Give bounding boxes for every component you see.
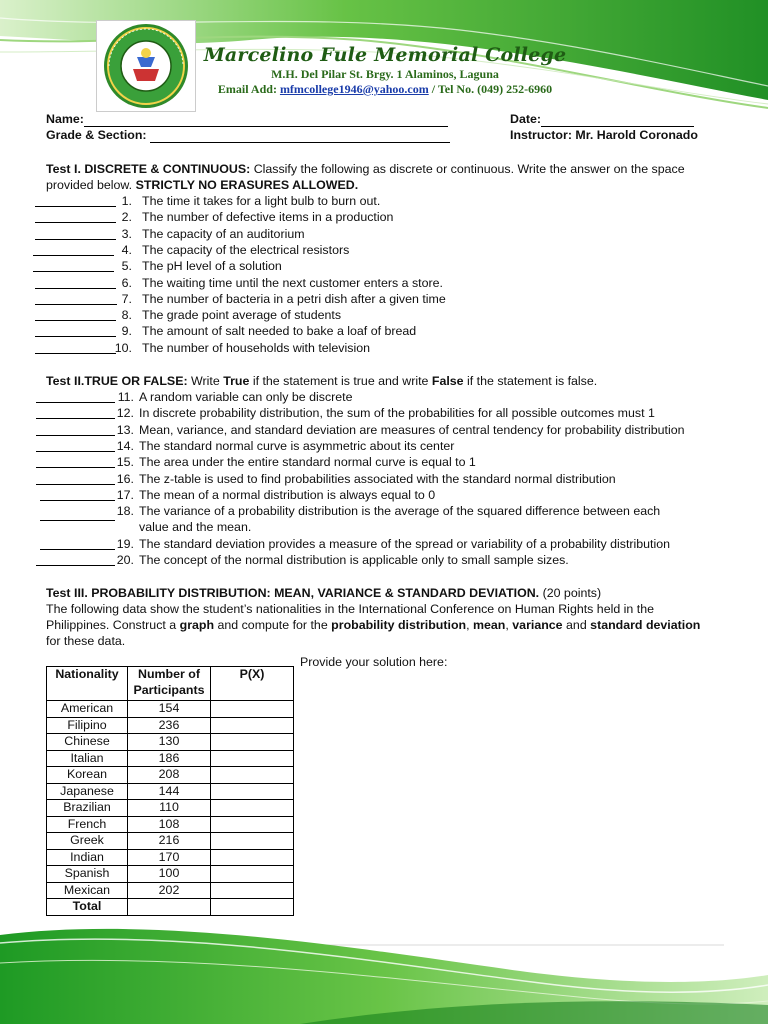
- cell-px[interactable]: [211, 783, 294, 800]
- table-row: [47, 717, 294, 734]
- cell-count: 216: [128, 833, 211, 850]
- cell-px[interactable]: [211, 767, 294, 784]
- college-address: M.H. Del Pilar St. Brgy. 1 Alaminos, Laguna: [271, 67, 499, 81]
- question-text: The capacity of the electrical resistors: [142, 242, 350, 257]
- question-text: The mean of a normal distribution is always equal to 0: [139, 487, 436, 502]
- cell-px[interactable]: [211, 750, 294, 767]
- cell-nationality: Filipino: [47, 717, 128, 734]
- cell-nationality: Italian: [47, 750, 128, 767]
- item-number: 7.: [121, 291, 132, 306]
- cell-px[interactable]: [211, 849, 294, 866]
- table-header-row: [47, 667, 294, 701]
- question-text: The variance of a probability distribution is the average of the squared difference between each: [139, 504, 661, 519]
- test3-comma-1: ,: [466, 618, 470, 632]
- cell-px[interactable]: [211, 866, 294, 883]
- question-text: The waiting time until the next customer enters a store.: [142, 275, 443, 290]
- test3-word-pd: probability distribution: [331, 618, 467, 632]
- test3-heading: [46, 585, 601, 601]
- test2-true-word: True: [223, 374, 250, 388]
- total-label: Total: [47, 899, 128, 916]
- cell-nationality: Brazilian: [47, 800, 128, 817]
- question-text: value and the mean.: [139, 520, 252, 535]
- item-number: 1.: [121, 194, 132, 208]
- table-row: [47, 767, 294, 784]
- cell-count: 144: [128, 783, 211, 800]
- grade-row: [46, 127, 450, 143]
- test3-line-1: The following data show the student’s nationalities in the International Conference on Human Rights held in the: [46, 602, 654, 616]
- test3-word-variance: variance: [512, 618, 563, 632]
- question-text: The area under the entire standard normal curve is equal to 1: [139, 455, 476, 470]
- item-number: 4.: [121, 242, 132, 257]
- date-label: Date:: [510, 112, 541, 126]
- question-text: The z-table is used to find probabilities associated with the standard normal distribution: [139, 471, 616, 486]
- item-number: 11.: [117, 390, 134, 404]
- question-text: Mean, variance, and standard deviation are measures of central tendency for probability distribution: [139, 422, 685, 437]
- question-text: The concept of the normal distribution is applicable only to small sample sizes.: [139, 553, 569, 567]
- item-number: 6.: [121, 275, 132, 290]
- table-row: [47, 701, 294, 718]
- item-number: 16.: [116, 471, 134, 486]
- test3-line-3: for these data.: [46, 634, 126, 648]
- cell-count: 130: [128, 734, 211, 751]
- cell-nationality: Japanese: [47, 783, 128, 800]
- college-contact: [160, 82, 610, 97]
- table-row: [47, 833, 294, 850]
- header-px: P(X): [211, 667, 294, 701]
- table-row: [47, 849, 294, 866]
- question-text: The time it takes for a light bulb to burn out.: [142, 194, 381, 208]
- cell-count: 110: [128, 800, 211, 817]
- header-participants: Number of Participants: [128, 667, 211, 701]
- table-row: [47, 783, 294, 800]
- test2-instruction: [46, 373, 597, 389]
- cell-px[interactable]: [211, 833, 294, 850]
- test3-line-2: [46, 617, 700, 633]
- email-label: Email Add:: [217, 82, 277, 96]
- question-text: A random variable can only be discrete: [139, 390, 353, 404]
- question-text: The capacity of an auditorium: [142, 226, 305, 241]
- cell-nationality: Indian: [47, 849, 128, 866]
- test3-title: Test III. PROBABILITY DISTRIBUTION: MEAN, VARIANCE & STANDARD DEVIATION.: [46, 586, 540, 600]
- table-row: [47, 866, 294, 883]
- cell-px[interactable]: [211, 800, 294, 817]
- question-text: The amount of salt needed to bake a loaf of bread: [142, 324, 417, 339]
- cell-nationality: French: [47, 816, 128, 833]
- test1-instruction: [46, 161, 685, 177]
- cell-px[interactable]: [211, 734, 294, 751]
- question-text: In discrete probability distribution, the sum of the probabilities for all possible outcomes must 1: [139, 406, 655, 421]
- cell-count: 100: [128, 866, 211, 883]
- solution-label: Provide your solution here:: [300, 655, 448, 669]
- test1-title: Test I. DISCRETE & CONTINUOUS:: [46, 162, 251, 176]
- question-text: The pH level of a solution: [142, 259, 282, 274]
- test1-warning: STRICTLY NO ERASURES ALLOWED.: [135, 178, 359, 192]
- date-field[interactable]: [541, 114, 694, 127]
- nationality-table: [46, 666, 294, 916]
- item-number: 13.: [116, 422, 134, 437]
- name-field[interactable]: [84, 114, 448, 127]
- cell-count: 108: [128, 816, 211, 833]
- question-text: The number of households with television: [142, 340, 370, 355]
- cell-px[interactable]: [211, 717, 294, 734]
- cell-nationality: Spanish: [47, 866, 128, 883]
- question-text: The standard deviation provides a measure of the spread or variability of a probability distribution: [139, 536, 671, 551]
- item-number: 3.: [121, 226, 132, 241]
- item-number: 10.: [114, 340, 132, 355]
- item-number: 9.: [121, 324, 132, 339]
- item-number: 8.: [121, 308, 132, 323]
- test2-false-word: False: [431, 374, 464, 388]
- test3-word-sd: standard deviation: [590, 618, 701, 632]
- cell-count: 236: [128, 717, 211, 734]
- table-row: [47, 800, 294, 817]
- header-nationality: Nationality: [47, 667, 128, 701]
- grade-label: Grade & Section:: [46, 128, 147, 142]
- item-number: 14.: [116, 438, 134, 453]
- test3-line-2a: Philippines. Construct a: [46, 618, 177, 632]
- footer-decoration: [0, 905, 768, 1024]
- question-text: The grade point average of students: [142, 308, 342, 323]
- tel-number: / Tel No. (049) 252-6960: [431, 82, 553, 96]
- test3-points: (20 points): [542, 586, 602, 600]
- question-text: The number of defective items in a production: [142, 210, 394, 225]
- item-number: 18.: [116, 504, 134, 519]
- college-logo: [96, 20, 196, 112]
- table-row: [47, 750, 294, 767]
- item-number: 17.: [116, 487, 134, 502]
- grade-field[interactable]: [150, 130, 450, 143]
- test2-text-1: Write: [191, 374, 220, 388]
- cell-nationality: Greek: [47, 833, 128, 850]
- seal-icon: [97, 21, 195, 111]
- instructor: Instructor: Mr. Harold Coronado: [510, 128, 698, 142]
- item-number: 2.: [121, 210, 132, 225]
- test3-word-and: and: [566, 618, 587, 632]
- cell-px[interactable]: [211, 701, 294, 718]
- cell-px[interactable]: [211, 882, 294, 899]
- item-number: 5.: [121, 259, 132, 274]
- cell-nationality: Korean: [47, 767, 128, 784]
- college-name: Marcelino Fule Memorial College: [203, 44, 567, 66]
- cell-nationality: Mexican: [47, 882, 128, 899]
- item-number: 19.: [116, 536, 134, 551]
- table-body: [47, 701, 294, 916]
- table-row: [47, 882, 294, 899]
- date-row: [510, 111, 694, 127]
- test1-text: Classify the following as discrete or continuous. Write the answer on the space: [253, 162, 685, 176]
- cell-count: 186: [128, 750, 211, 767]
- cell-nationality: American: [47, 701, 128, 718]
- cell-count: 208: [128, 767, 211, 784]
- item-number: 12.: [116, 406, 134, 421]
- test3-word-graph: graph: [179, 618, 215, 632]
- item-number: 20.: [116, 553, 134, 567]
- test1-instruction-2: [46, 177, 358, 193]
- cell-nationality: Chinese: [47, 734, 128, 751]
- question-text: The number of bacteria in a petri dish after a given time: [142, 291, 446, 306]
- email-link[interactable]: mfmcollege1946@yahoo.com: [279, 82, 429, 96]
- name-row: [46, 111, 448, 127]
- cell-px[interactable]: [211, 816, 294, 833]
- cell-count: 170: [128, 849, 211, 866]
- name-label: Name:: [46, 112, 84, 126]
- cell-count: 202: [128, 882, 211, 899]
- item-number: 15.: [116, 455, 134, 470]
- test2-text-2: if the statement is true and write: [252, 374, 429, 388]
- table-row: [47, 734, 294, 751]
- test2-text-3: if the statement is false.: [467, 374, 598, 388]
- test3-word-mean: mean: [473, 618, 506, 632]
- test3-comma-2: ,: [505, 618, 509, 632]
- answer-blank[interactable]: [40, 520, 115, 521]
- table-row: [47, 816, 294, 833]
- test2-title: Test II.TRUE OR FALSE:: [46, 374, 188, 388]
- question-text: The standard normal curve is asymmetric about its center: [139, 438, 455, 453]
- test3-line-2b: and compute for the: [217, 618, 328, 632]
- cell-count: 154: [128, 701, 211, 718]
- test1-text-2: provided below.: [46, 178, 133, 192]
